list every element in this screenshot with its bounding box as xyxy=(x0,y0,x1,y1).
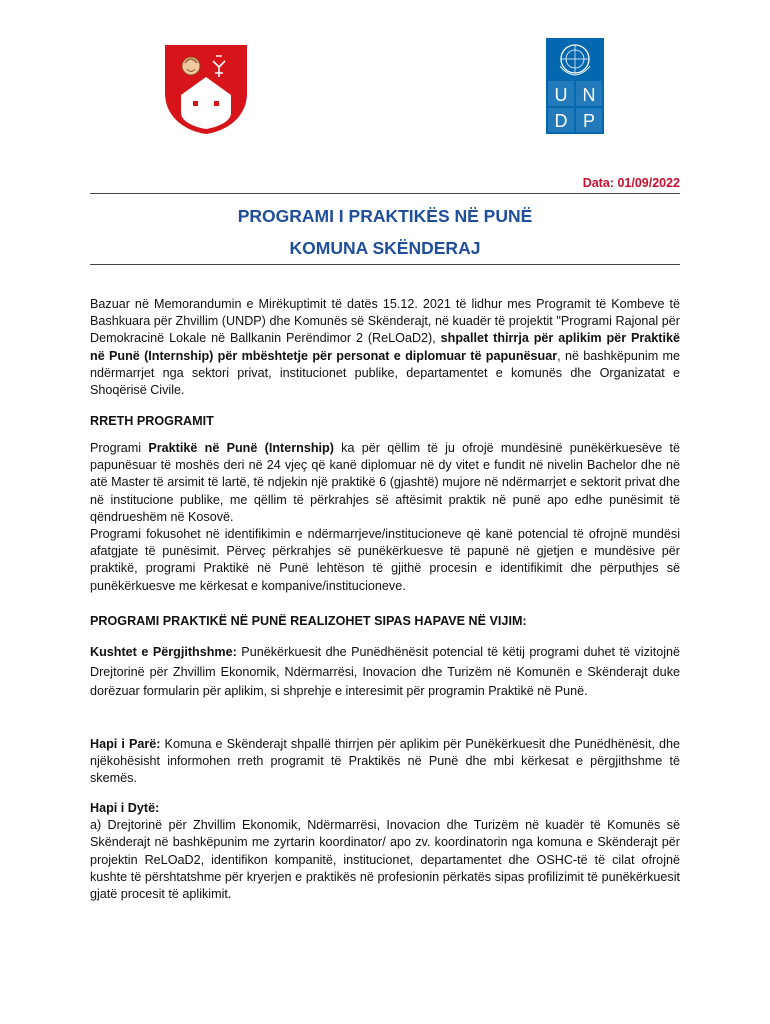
about-text-2: ka për qëllim të ju ofrojë mundësinë punëkërkuesëve të papunësuar të moshës deri në 24 vjeç që kanë diplomuar në dy vitet e fundit në nivelin Bachelor dhe në atë Master të arsimit të lartë, të ndjekin një praktikë 6 (gjashtë) mujore në ndërmarrjet e sektorit privat dhe në institucione publike, me qëllim të përkrahjes së aftësimit praktik në punë apo edhe punësimit të qëndrueshëm në Kosovë. xyxy=(90,441,680,524)
about-bold-text: Praktikë në Punë (Internship) xyxy=(148,441,334,455)
undp-letter-p: P xyxy=(582,111,596,131)
section-steps xyxy=(90,613,680,630)
about-text-1: Programi xyxy=(90,441,149,455)
general-conditions-text: Punëkërkuesit dhe Punëdhënësit potencial të këtij programi duhet të vizitojnë Drejtorinë për Zhvillim Ekonomik, Ndërmarrësi, Inovacion dhe Turizëm në Komunën e Skënderajt duke dorëzuar formularin për aplikim, si shprehje e interesimit për programin Praktikë në Punë. xyxy=(90,645,680,698)
date-value: 01/09/2022 xyxy=(617,176,680,190)
undp-logo xyxy=(546,38,604,134)
step-general-conditions xyxy=(90,643,680,702)
intro-paragraph xyxy=(90,296,680,399)
document-date xyxy=(583,176,680,190)
step-first-label: Hapi i Parë: xyxy=(90,737,161,751)
title-line-2: KOMUNA SKËNDERAJ xyxy=(289,238,481,258)
intro-text-2: , në bashkëpunim me ndërmarrjet nga sektori privat, institucionet publike, departamentet e komunës dhe Organizatat e Shoqërisë Civile. xyxy=(90,348,680,398)
title-line-1: PROGRAMI I PRAKTIKËS NË PUNË xyxy=(237,206,533,226)
step-second-text: a) Drejtorinë për Zhvillim Ekonomik, Ndërmarrësi, Inovacion dhe Turizëm në kuadër të Komunës së Skënderajt në bashkëpunim me zyrtarin koordinator/ apo zv. koordinatorin nga komuna e Skënderajt për projektin ReLOaD2, identifikon kompanitë, institucionet, departamentet dhe OSHC-të të cilat ofrojnë kushte të përshtatshme për kryerjen e praktikës në profesionin përkatës sipas profilizimit të punëkërkuesit gjatë procesit të aplikimit. xyxy=(90,818,680,902)
section-about-heading: RRETH PROGRAMIT xyxy=(90,414,214,428)
undp-letter-u: U xyxy=(554,85,568,105)
intro-text-1: Bazuar në Memorandumin e Mirëkuptimit të datës 15.12. 2021 të lidhur mes Programit të Kombeve të Bashkuara për Zhvillim (UNDP) dhe Komunës së Skënderajt, në kuadër të projektit "Programi Rajonal për Demokracinë Lokale në Ballkanin Perëndimor 2 (ReLOaD2), xyxy=(90,297,680,346)
intro-bold-text: shpallet thirrja për aplikim për Praktikë në Punë (Internship) për mbështetje për personat e diplomuar të papunësuar xyxy=(90,331,680,363)
about-paragraph-2: Programi fokusohet në identifikimin e ndërmarrjeve/institucioneve që kanë potencial të ofrojnë mundësi afatgjate të punësimit. Përveç përkrahjes së punëkërkuesve të papunë në gjetjen e mundësive për praktikë, programi Praktikë në Punë lehtëson të gjithë procesin e identifikimit dhe përputhjes së punëkërkuesve me kërkesat e kompanive/institucioneve. xyxy=(90,527,680,593)
section-steps-heading: PROGRAMI PRAKTIKË NË PUNË REALIZOHET SIPAS HAPAVE NË VIJIM: xyxy=(90,614,527,628)
step-second xyxy=(90,800,680,903)
step-first xyxy=(90,736,680,788)
section-about xyxy=(90,413,680,430)
undp-letter-d: D xyxy=(554,111,568,131)
municipality-emblem-logo xyxy=(163,43,249,135)
date-label: Data: xyxy=(582,176,614,190)
title-divider xyxy=(90,264,680,265)
step-first-text: Komuna e Skënderajt shpallë thirrjen për aplikim për Punëkërkuesit dhe Punëdhënësit, dhe njëkohësisht informohen rreth programit të Praktikës në Punë dhe mbi kërkesat e përgjithshme të skemës. xyxy=(90,737,680,786)
section-about-body xyxy=(90,440,680,595)
general-conditions-label: Kushtet e Përgjithshme: xyxy=(90,645,237,659)
step-second-label: Hapi i Dytë: xyxy=(90,801,160,815)
about-paragraph-1 xyxy=(90,440,680,526)
header-divider xyxy=(90,193,680,194)
undp-letter-n: N xyxy=(582,85,596,105)
